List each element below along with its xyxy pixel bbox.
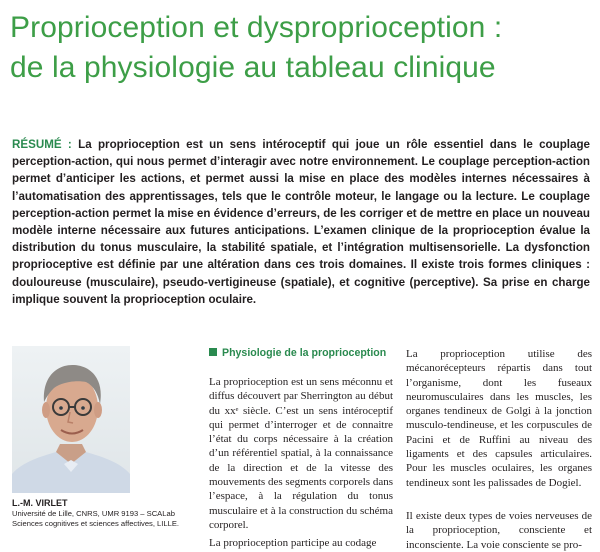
section-bullet-square	[209, 348, 217, 356]
body-column-1-paragraph-2: La proprioception participe au codage	[209, 537, 377, 549]
article-title-line-2: de la physiologie au tableau clinique	[10, 51, 496, 84]
body-column-2-paragraph-1: La proprioception utilise des mécanorécepteurs répartis dans tout l’organisme, dont les fuseaux neuromusculaires dans les muscles, les organes tendineux de Golgi à la jonction musculo-tendineuse, et les corpuscules de Pacini et de Ruffini au niveau des ligaments et des capsules articulaires. Pour les muscles oculaires, les organes tendineux sont les palissades de Dogiel.	[406, 348, 592, 489]
author-photo-illustration	[12, 346, 130, 493]
abstract-label: RÉSUMÉ :	[12, 138, 72, 151]
body-column-2-paragraph-2: Il existe deux types de voies nerveuses de la proprioception, consciente et inconsciente. La voie consciente se pro-	[406, 510, 592, 551]
author-name: L.-M. VIRLET	[12, 498, 68, 508]
body-column-1-paragraph-1: La proprioception est un sens méconnu et diffus découvert par Sherrington au début du xxᵉ siècle. C’est un sens intéroceptif qui permet d’interroger et de connaitre l’état du corps nécessaire à la création d’un référentiel spatial, à la connaissance de la direction et de la vitesse des mouvements des segments corporels dans l’espace, à la régulation du tonus musculaire et à la construction du schéma corporel.	[209, 376, 393, 531]
abstract	[12, 136, 590, 308]
author-affiliation	[12, 509, 202, 529]
author-affiliation-line-2: Sciences cognitives et sciences affectives, LILLE.	[12, 519, 180, 528]
section-heading-text: Physiologie de la proprioception	[222, 347, 387, 359]
section-heading	[209, 347, 386, 359]
author-affiliation-line-1: Université de Lille, CNRS, UMR 9193 – SCALab	[12, 509, 175, 518]
author-photo	[12, 346, 130, 493]
abstract-text: La proprioception est un sens intéroceptif qui joue un rôle essentiel dans le couplage perception-action, qui nous permet d’interagir avec notre environnement. Le couplage perception-action permet d’anticiper les actions, et permet aussi la mise en place des modèles internes nécessaires à l’automatisation des apprentissages, tels que le contrôle moteur, le langage ou la lecture. Le couplage perception-action permet la mise en évidence d’erreurs, de les corriger et de mettre en place un nouveau modèle interne nécessaire aux futures anticipations. L’examen clinique de la proprioception évalue la distribution du tonus musculaire, la stabilité spatiale, et l’intégration multisensorielle. La dysfonction proprioceptive est définie par une altération dans ces trois domaines. Il existe trois formes cliniques : douloureuse (musculaire), pseudo-vertigineuse (spatiale), et cognitive (perceptive). Sa prise en charge implique souvent la proprioception oculaire.	[12, 138, 591, 306]
article-title	[10, 8, 595, 88]
article-title-line-1: Proprioception et dysproprioception :	[10, 11, 503, 44]
